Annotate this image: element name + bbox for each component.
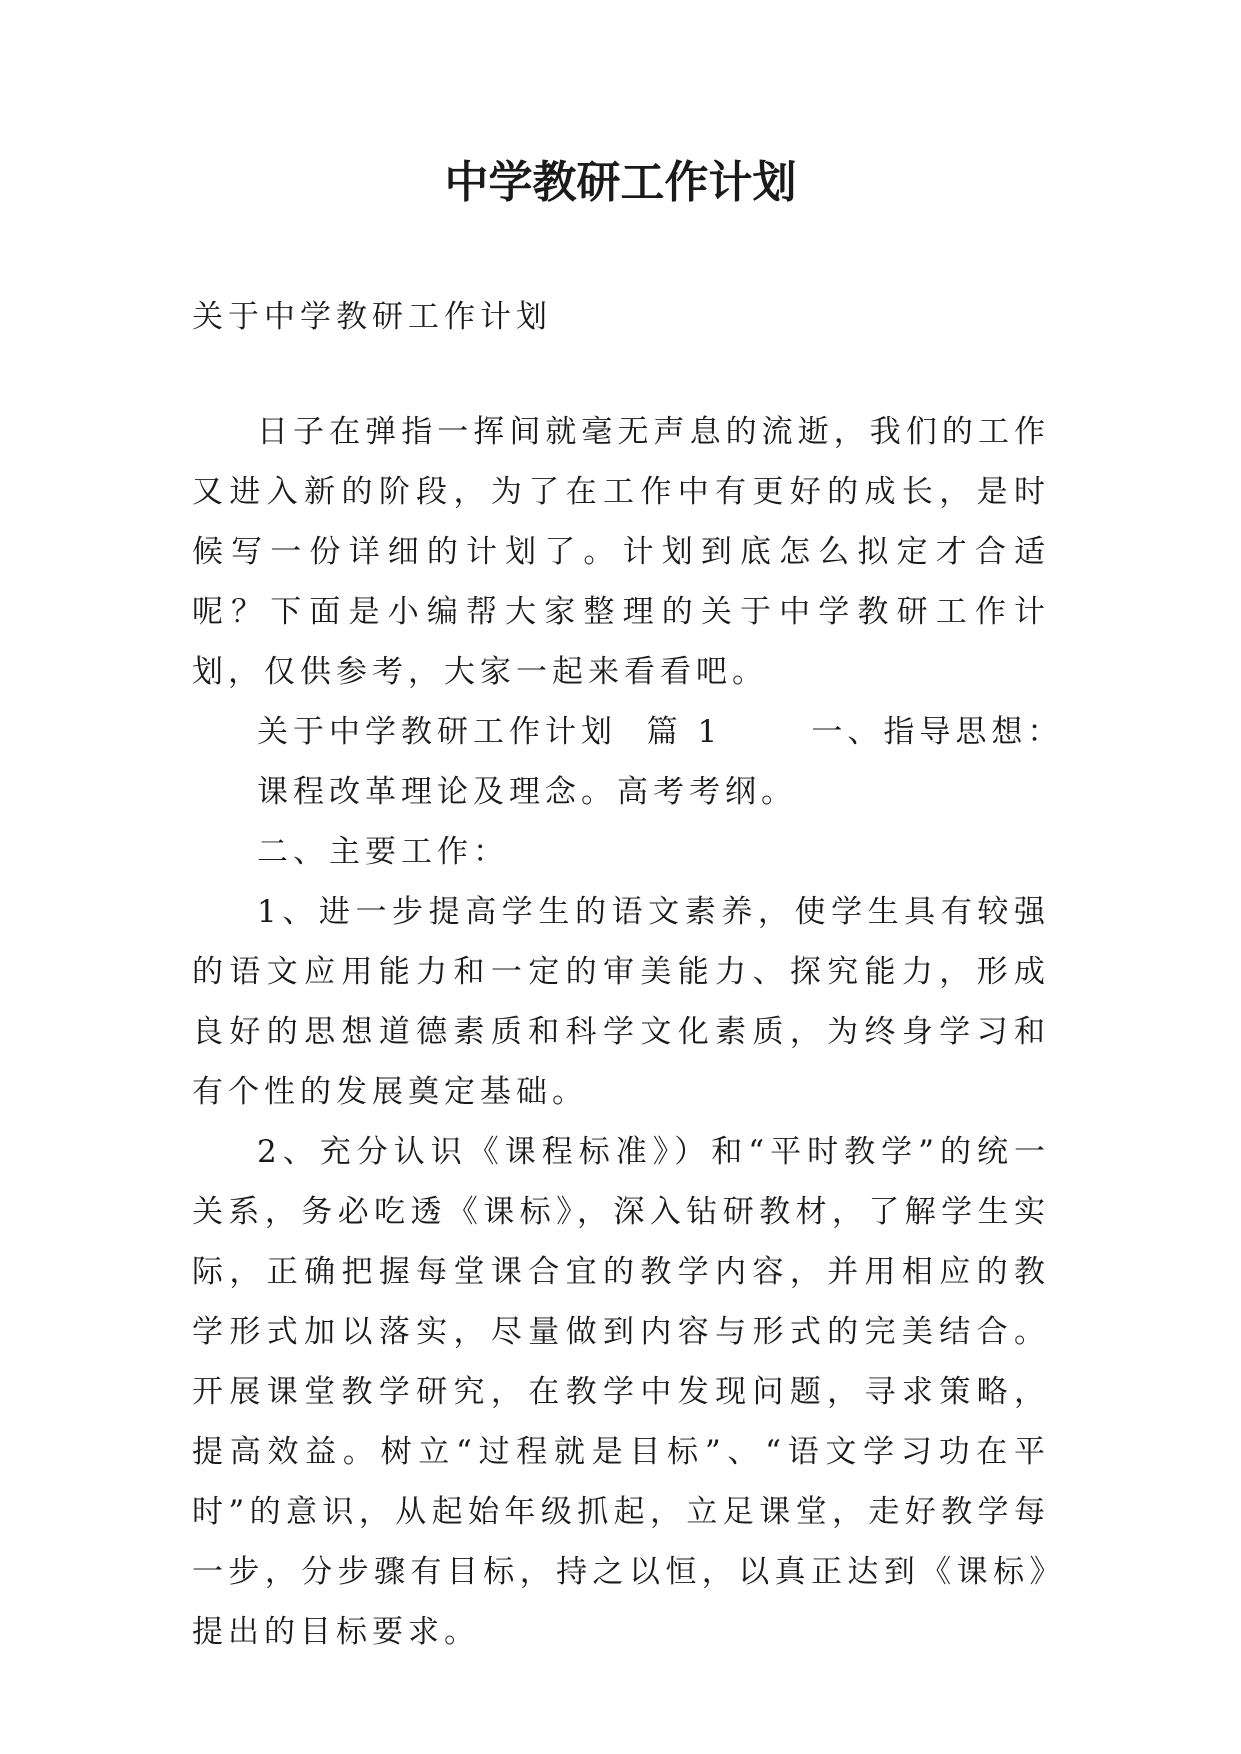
main-work-item-2: 2、充分认识《课程标准》）和“平时教学”的统一关系，务必吃透《课标》，深入钻研教材，了解学生实际，正确把握每堂课合宜的教学内容，并用相应的教学形式加以落实，尽量做到内容与形式的完美结合。开展课堂教学研究，在教学中发现问题，寻求策略，提高效益。树立“过程就是目标”、“语文学习功在平时”的意识，从起始年级抓起，立足课堂，走好教学每一步，分步骤有目标，持之以恒，以真正达到《课标》提出的目标要求。: [192, 1134, 1050, 1650]
section-heading-guiding-ideology: 关于中学教研工作计划 篇 1 一、指导思想：: [257, 714, 1064, 750]
document-body: [192, 402, 1064, 1662]
document-title: 中学教研工作计划: [444, 157, 797, 208]
document-subtitle: 关于中学教研工作计划: [192, 299, 552, 335]
intro-paragraph: 日子在弹指一挥间就毫无声息的流逝，我们的工作又进入新的阶段，为了在工作中有更好的成长，是时候写一份详细的计划了。计划到底怎么拟定才合适呢？下面是小编帮大家整理的关于中学教研工作计划，仅供参考，大家一起来看看吧。: [192, 414, 1050, 690]
guiding-ideology-text: 课程改革理论及理念。高考考纲。: [257, 774, 797, 810]
section-heading-main-work: 二、主要工作：: [257, 834, 509, 870]
main-work-item-1: 1、进一步提高学生的语文素养，使学生具有较强的语文应用能力和一定的审美能力、探究能力，形成良好的思想道德素质和科学文化素质，为终身学习和有个性的发展奠定基础。: [192, 894, 1050, 1110]
